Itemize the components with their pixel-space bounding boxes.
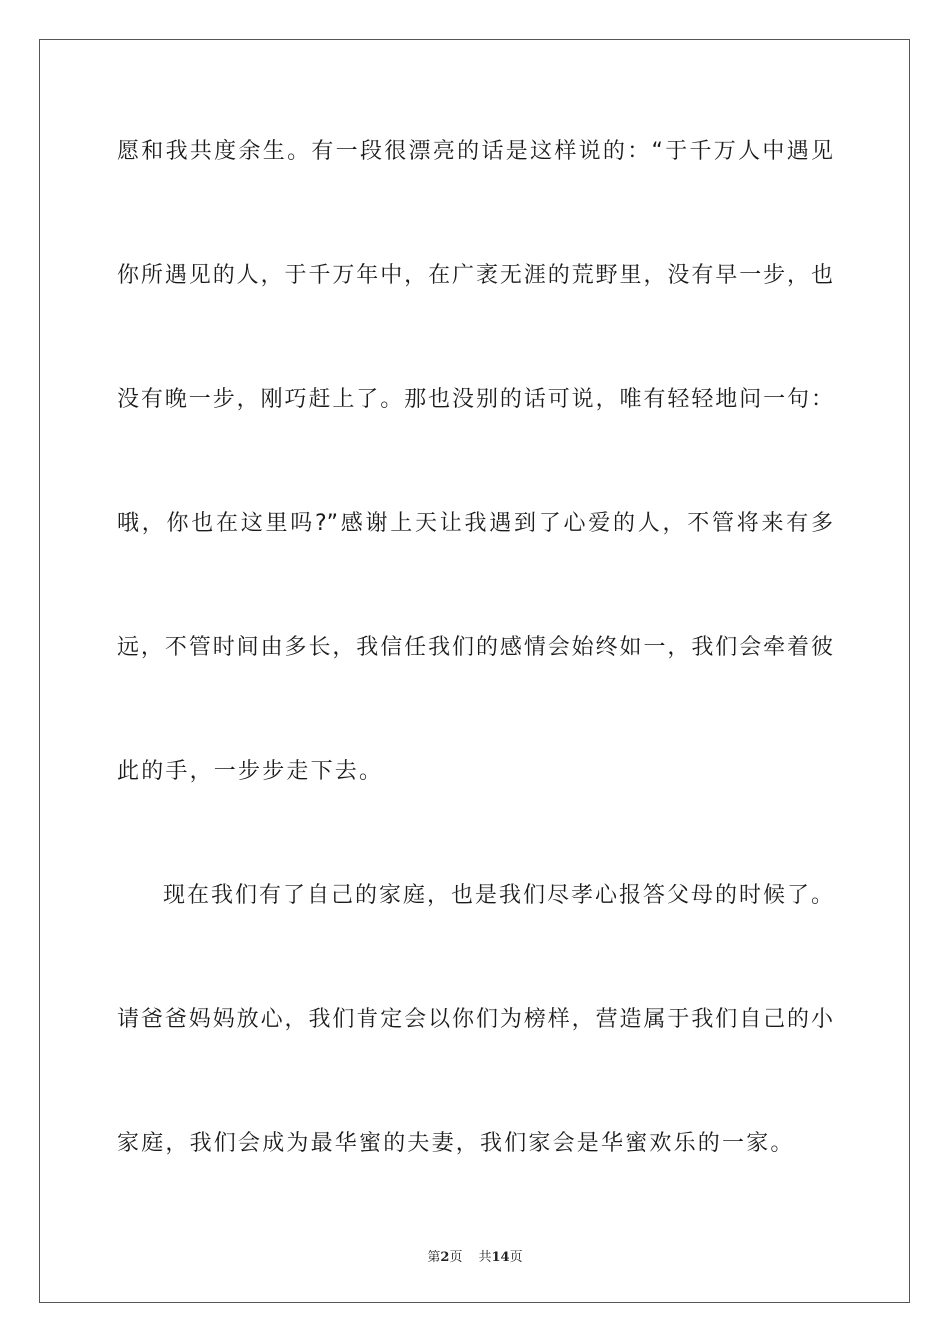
page-suffix: 页 <box>449 1250 463 1265</box>
page-border <box>39 39 910 1303</box>
page-prefix: 第 <box>427 1250 441 1265</box>
total-pages: 14 <box>491 1250 510 1265</box>
page-number: 2 <box>440 1250 450 1265</box>
total-prefix: 共 <box>478 1250 492 1265</box>
page-footer <box>0 1246 950 1265</box>
text-line-5: 远，不管时间由多长，我信任我们的感情会始终如一，我们会牵着彼 <box>117 635 833 660</box>
text-line-1: 愿和我共度余生。有一段很漂亮的话是这样说的：“于千万人中遇见 <box>117 139 833 164</box>
text-line-9: 家庭，我们会成为最华蜜的夫妻，我们家会是华蜜欢乐的一家。 <box>117 1131 795 1156</box>
text-line-7: 现在我们有了自己的家庭，也是我们尽孝心报答父母的时候了。 <box>163 883 833 908</box>
text-line-6: 此的手，一步步走下去。 <box>117 759 384 784</box>
text-line-8: 请爸爸妈妈放心，我们肯定会以你们为榜样，营造属于我们自己的小 <box>117 1007 833 1032</box>
text-line-2: 你所遇见的人，于千万年中，在广袤无涯的荒野里，没有早一步，也 <box>117 263 833 288</box>
text-line-4: 哦，你也在这里吗?”感谢上天让我遇到了心爱的人，不管将来有多 <box>117 511 833 536</box>
total-suffix: 页 <box>509 1250 523 1265</box>
text-line-3: 没有晚一步，刚巧赶上了。那也没别的话可说，唯有轻轻地问一句： <box>117 387 833 412</box>
